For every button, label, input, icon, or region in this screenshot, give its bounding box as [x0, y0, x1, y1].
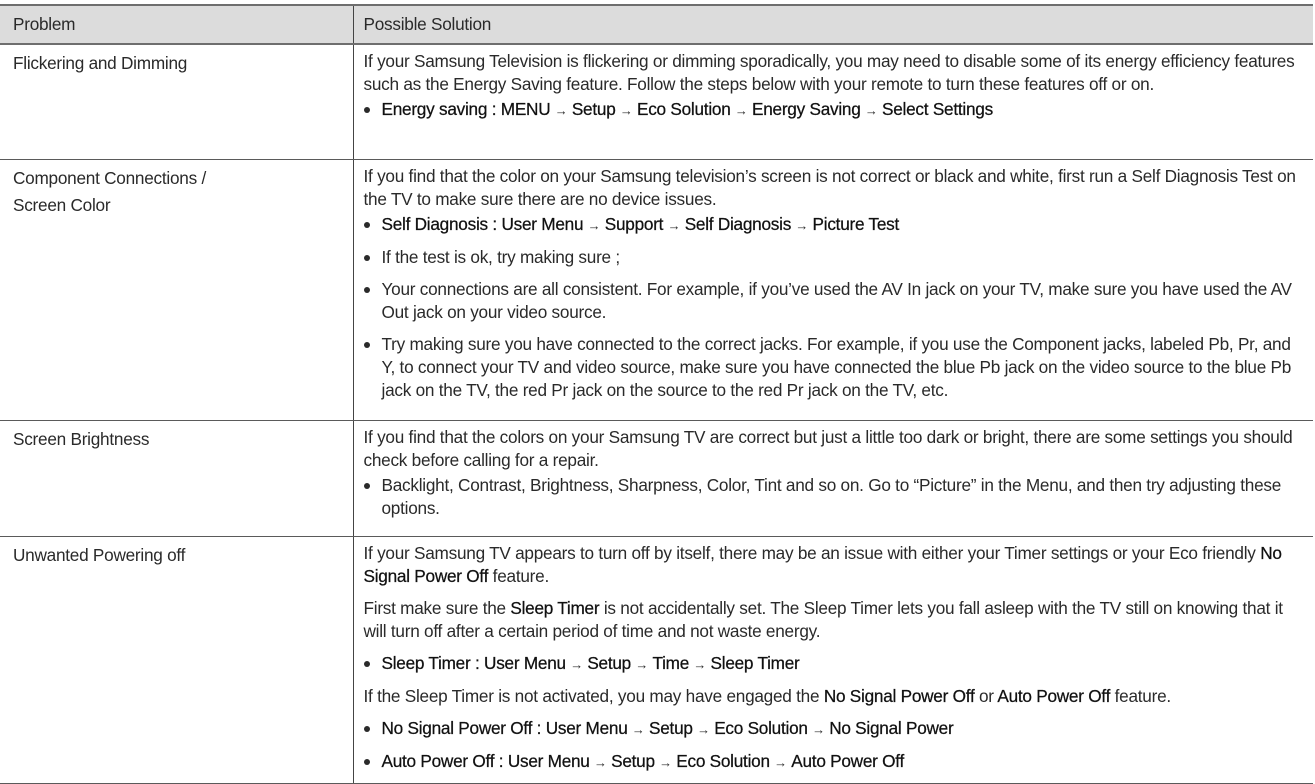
- menu-path-segment: Support: [604, 214, 664, 234]
- problem-label-line2: Screen Color: [13, 195, 111, 215]
- menu-path-energy-saving: [382, 98, 1300, 122]
- menu-path-segment: :: [470, 653, 485, 673]
- problem-label: Unwanted Powering off: [13, 545, 186, 565]
- menu-path-segment: Auto Power Off: [381, 751, 495, 771]
- menu-path-segment: Energy Saving: [752, 99, 861, 119]
- menu-path-segment: No Signal Power Off: [823, 686, 975, 706]
- arrow-icon: →: [551, 103, 571, 118]
- menu-path-segment: Eco Solution: [637, 99, 731, 119]
- menu-path-segment: Sleep Timer: [510, 598, 600, 618]
- menu-path-segment: Setup: [571, 99, 616, 119]
- arrow-icon: →: [584, 218, 604, 233]
- problem-label-line1: Component Connections /: [13, 168, 206, 188]
- menu-path-segment: Setup: [611, 751, 655, 771]
- menu-path-segment: Eco Solution: [714, 718, 808, 738]
- menu-path-segment: User Menu: [501, 214, 584, 234]
- arrow-icon: →: [655, 755, 676, 770]
- table-row-screen-brightness: [0, 421, 1313, 537]
- solution-intro: If you find that the color on your Samsung television’s screen is not correct or black and white, first run a Self Diagnosis Test on the TV to make sure there are no device issues.: [363, 166, 1296, 209]
- text-segment: or: [974, 686, 998, 706]
- text-segment: First make sure the: [363, 598, 511, 618]
- bullet-item: Your connections are all consistent. For example, if you’ve used the AV In jack on your TV, make sure you have used the AV Out jack on your video source.: [382, 278, 1300, 324]
- arrow-icon: →: [808, 722, 829, 737]
- problem-cell: [0, 537, 353, 784]
- menu-path-segment: :: [494, 751, 508, 771]
- arrow-icon: →: [690, 657, 710, 672]
- arrow-icon: →: [861, 103, 882, 118]
- header-solution: Possible Solution: [353, 5, 1313, 44]
- menu-path-segment: User Menu: [545, 718, 628, 738]
- menu-path-no-signal-power-off: [382, 717, 1300, 741]
- table-row-unwanted-powering-off: [0, 537, 1313, 784]
- header-problem: Problem: [0, 5, 353, 44]
- solution-cell: [353, 537, 1313, 784]
- solution-cell: [353, 160, 1313, 421]
- menu-path-segment: Energy saving: [381, 99, 488, 119]
- menu-path-segment: User Menu: [484, 653, 566, 673]
- menu-path-segment: Picture Test: [812, 214, 900, 234]
- bullet-item: Try making sure you have connected to the correct jacks. For example, if you use the Component jacks, labeled Pb, Pr, and Y, to connect your TV and video source, make sure you have connected the blue Pb jack on the video source to the blue Pb jack on the TV, the red Pr jack on the source to the red Pr jack on the TV, etc.: [382, 333, 1300, 402]
- bullet-item: If the test is ok, try making sure ;: [382, 246, 1300, 269]
- problem-cell: [0, 160, 353, 421]
- solution-cell: [353, 44, 1313, 160]
- solution-intro: [364, 542, 1300, 588]
- solution-paragraph-power-off: [364, 685, 1300, 708]
- table-header-row: [0, 5, 1313, 44]
- arrow-icon: →: [664, 218, 684, 233]
- table-row-flickering: [0, 44, 1313, 160]
- solution-intro: If you find that the colors on your Samsung TV are correct but just a little too dark or bright, there are some settings you should check before calling for a repair.: [363, 427, 1293, 470]
- solution-intro: If your Samsung Television is flickering or dimming sporadically, you may need to disable some of its energy efficiency features such as the Energy Saving feature. Follow the steps below with your remote to turn these features off or on.: [363, 51, 1295, 94]
- menu-path-segment: Sleep Timer: [710, 653, 800, 673]
- arrow-icon: →: [792, 218, 812, 233]
- arrow-icon: →: [632, 657, 652, 672]
- menu-path-segment: No Signal Power Off: [363, 543, 1282, 586]
- menu-path-segment: Eco Solution: [676, 751, 770, 771]
- text-segment: If your Samsung TV appears to turn off by itself, there may be an issue with either your Timer settings or your Eco friendly: [363, 543, 1261, 563]
- menu-path-segment: Auto Power Off: [791, 751, 904, 771]
- problem-label: Screen Brightness: [13, 429, 150, 449]
- text-segment: If the Sleep Timer is not activated, you may have engaged the: [363, 686, 824, 706]
- bullet-item: Backlight, Contrast, Brightness, Sharpness, Color, Tint and so on. Go to “Picture” in the Menu, and then try adjusting these options.: [382, 474, 1300, 520]
- menu-path-auto-power-off: [382, 750, 1300, 774]
- menu-path-segment: No Signal Power Off: [381, 718, 533, 738]
- problem-label: Flickering and Dimming: [13, 53, 188, 73]
- arrow-icon: →: [566, 657, 587, 672]
- table-row-component-connections: [0, 160, 1313, 421]
- menu-path-segment: Setup: [587, 653, 631, 673]
- menu-path-segment: User Menu: [507, 751, 590, 771]
- menu-path-segment: Self Diagnosis: [684, 214, 792, 234]
- arrow-icon: →: [731, 103, 751, 118]
- menu-path-segment: :: [487, 99, 501, 119]
- text-segment: feature.: [1110, 686, 1171, 706]
- arrow-icon: →: [770, 755, 791, 770]
- arrow-icon: →: [693, 722, 714, 737]
- solution-cell: [353, 421, 1313, 537]
- menu-path-segment: :: [487, 214, 502, 234]
- problem-cell: [0, 421, 353, 537]
- troubleshooting-table: [0, 4, 1313, 784]
- menu-path-segment: No Signal Power: [829, 718, 954, 738]
- problem-cell: [0, 44, 353, 160]
- menu-path-self-diagnosis: [382, 213, 1300, 237]
- menu-path-segment: :: [532, 718, 546, 738]
- arrow-icon: →: [590, 755, 611, 770]
- menu-path-sleep-timer: [382, 652, 1300, 676]
- menu-path-segment: Setup: [649, 718, 693, 738]
- menu-path-segment: MENU: [500, 99, 551, 119]
- solution-paragraph-sleep-timer: [364, 597, 1300, 643]
- menu-path-segment: Sleep Timer: [381, 653, 471, 673]
- menu-path-segment: Time: [652, 653, 690, 673]
- text-segment: feature.: [488, 566, 549, 586]
- text-segment: is not accidentally set. The Sleep Timer lets you fall asleep with the TV still on knowing that it will turn off after a certain period of time and not waste energy.: [363, 598, 1283, 641]
- menu-path-segment: Self Diagnosis: [381, 214, 488, 234]
- arrow-icon: →: [616, 103, 636, 118]
- menu-path-segment: Auto Power Off: [997, 686, 1111, 706]
- arrow-icon: →: [628, 722, 649, 737]
- menu-path-segment: Select Settings: [882, 99, 993, 119]
